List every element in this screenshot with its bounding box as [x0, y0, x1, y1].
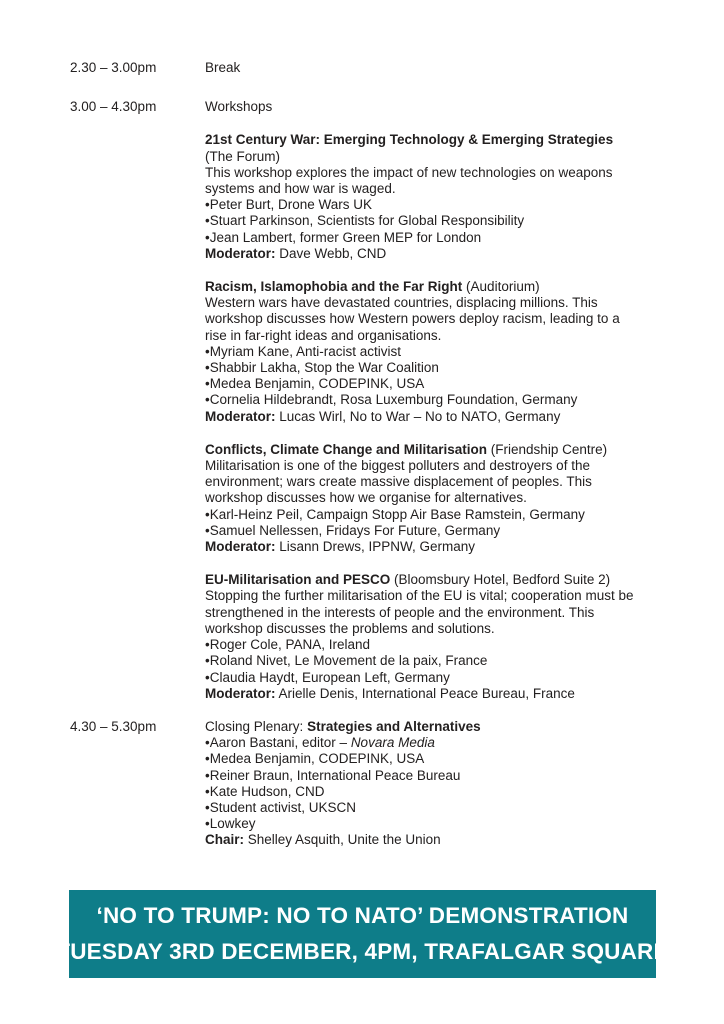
demonstration-banner: [56, 890, 669, 978]
workshop-description-line: workshop discusses the problems and solutions.: [205, 620, 495, 636]
moderator-line: [205, 686, 675, 702]
workshop-venue: (The Forum): [205, 148, 281, 164]
speaker-item: •Myriam Kane, Anti-racist activist: [205, 343, 402, 359]
workshop-description-line: systems and how war is waged.: [205, 181, 396, 197]
workshop-title: [205, 572, 675, 588]
workshop-title: 21st Century War: Emerging Technology & Emerging Strategies: [205, 132, 614, 148]
closing-plenary-title-text: Strategies and Alternatives: [307, 718, 481, 734]
time-label: 2.30 – 3.00pm: [70, 60, 157, 75]
workshop-venue: (Bloomsbury Hotel, Bedford Suite 2): [390, 572, 611, 588]
workshop-description-line: workshop discusses how we organise for alternatives.: [205, 490, 527, 506]
moderator-name: Arielle Denis, International Peace Bureau, France: [275, 685, 575, 701]
chair-name: Shelley Asquith, Unite the Union: [244, 832, 441, 848]
speaker-item: •Peter Burt, Drone Wars UK: [205, 197, 373, 213]
speaker-item: •Student activist, UKSCN: [205, 799, 357, 815]
workshop-block: [205, 572, 675, 702]
speaker-item: •Medea Benjamin, CODEPINK, USA: [205, 376, 425, 392]
workshop-description-line: strengthened in the interests of people and the environment. This: [205, 604, 595, 620]
workshop-block: [205, 132, 675, 262]
moderator-label: Moderator:: [205, 245, 276, 261]
session-label: Workshops: [205, 99, 273, 115]
closing-plenary-block: [205, 719, 675, 849]
workshop-venue: (Auditorium): [462, 279, 540, 295]
workshop-description-line: This workshop explores the impact of new technologies on weapons: [205, 164, 613, 180]
speaker-item: •Jean Lambert, former Green MEP for London: [205, 229, 482, 245]
workshop-block: [205, 442, 675, 555]
banner-line1: ‘NO TO TRUMP: NO TO NATO’ DEMONSTRATION: [96, 903, 629, 928]
speaker-item: •Roger Cole, PANA, Ireland: [205, 637, 371, 653]
workshop-venue: (Friendship Centre): [487, 441, 608, 457]
speaker-item: •Reiner Braun, International Peace Bureau: [205, 767, 461, 783]
speaker-item: •Karl-Heinz Peil, Campaign Stopp Air Base Ramstein, Germany: [205, 506, 585, 522]
moderator-label: Moderator:: [205, 539, 276, 555]
moderator-label: Moderator:: [205, 685, 276, 701]
workshop-title-text: Conflicts, Climate Change and Militarisation: [205, 441, 488, 457]
speaker-item: •Samuel Nellessen, Fridays For Future, Germany: [205, 522, 501, 538]
moderator-line: [205, 246, 675, 262]
speaker-prefix: •Aaron Bastani, editor –: [205, 735, 351, 751]
workshop-block: [205, 279, 675, 425]
schedule-row-workshops: [70, 99, 724, 702]
moderator-name: Lucas Wirl, No to War – No to NATO, Germany: [275, 408, 561, 424]
time-label: 3.00 – 4.30pm: [70, 99, 157, 115]
chair-line: [205, 832, 675, 848]
moderator-label: Moderator:: [205, 408, 276, 424]
speaker-item: •Medea Benjamin, CODEPINK, USA: [205, 751, 425, 767]
workshop-title-text: EU-Militarisation and PESCO: [205, 572, 391, 588]
workshop-description-line: environment; wars create massive displacement of peoples. This: [205, 474, 592, 490]
workshop-title-text: Racism, Islamophobia and the Far Right: [205, 279, 463, 295]
moderator-line: [205, 409, 675, 425]
moderator-line: [205, 539, 675, 555]
speaker-item: •Kate Hudson, CND: [205, 783, 325, 799]
chair-label: Chair:: [205, 832, 245, 848]
speaker-item: •Claudia Haydt, European Left, Germany: [205, 669, 450, 685]
workshop-description-line: Western wars have devastated countries, displacing millions. This: [205, 295, 598, 311]
workshop-description-line: workshop discusses how Western powers deploy racism, leading to a: [205, 311, 620, 327]
workshop-description-line: rise in far-right ideas and organisations.: [205, 327, 442, 343]
speaker-item: [205, 735, 675, 751]
speaker-item: •Roland Nivet, Le Movement de la paix, France: [205, 653, 488, 669]
speaker-item: •Stuart Parkinson, Scientists for Global Responsibility: [205, 213, 525, 229]
speaker-org-italic: Novara Media: [350, 735, 435, 751]
schedule-row-closing-plenary: [70, 719, 724, 849]
speaker-item: •Shabbir Lakha, Stop the War Coalition: [205, 360, 439, 376]
speaker-item: •Cornelia Hildebrandt, Rosa Luxemburg Foundation, Germany: [205, 392, 578, 408]
closing-plenary-title: [205, 719, 675, 735]
workshops-column: [205, 99, 675, 702]
moderator-name: Dave Webb, CND: [275, 245, 387, 261]
banner-line2: TUESDAY 3RD DECEMBER, 4PM, TRAFALGAR SQUARE: [56, 939, 669, 964]
moderator-name: Lisann Drews, IPPNW, Germany: [275, 539, 476, 555]
workshop-title: [205, 279, 675, 295]
workshop-description-line: Militarisation is one of the biggest polluters and destroyers of the: [205, 458, 590, 474]
workshop-title: [205, 442, 675, 458]
closing-plenary-prefix: Closing Plenary:: [205, 718, 308, 734]
speaker-item: •Lowkey: [205, 816, 256, 832]
time-label: 4.30 – 5.30pm: [70, 718, 157, 734]
session-label: Break: [205, 60, 241, 75]
workshop-description-line: Stopping the further militarisation of the EU is vital; cooperation must be: [205, 588, 634, 604]
schedule-row-break: [70, 60, 724, 76]
